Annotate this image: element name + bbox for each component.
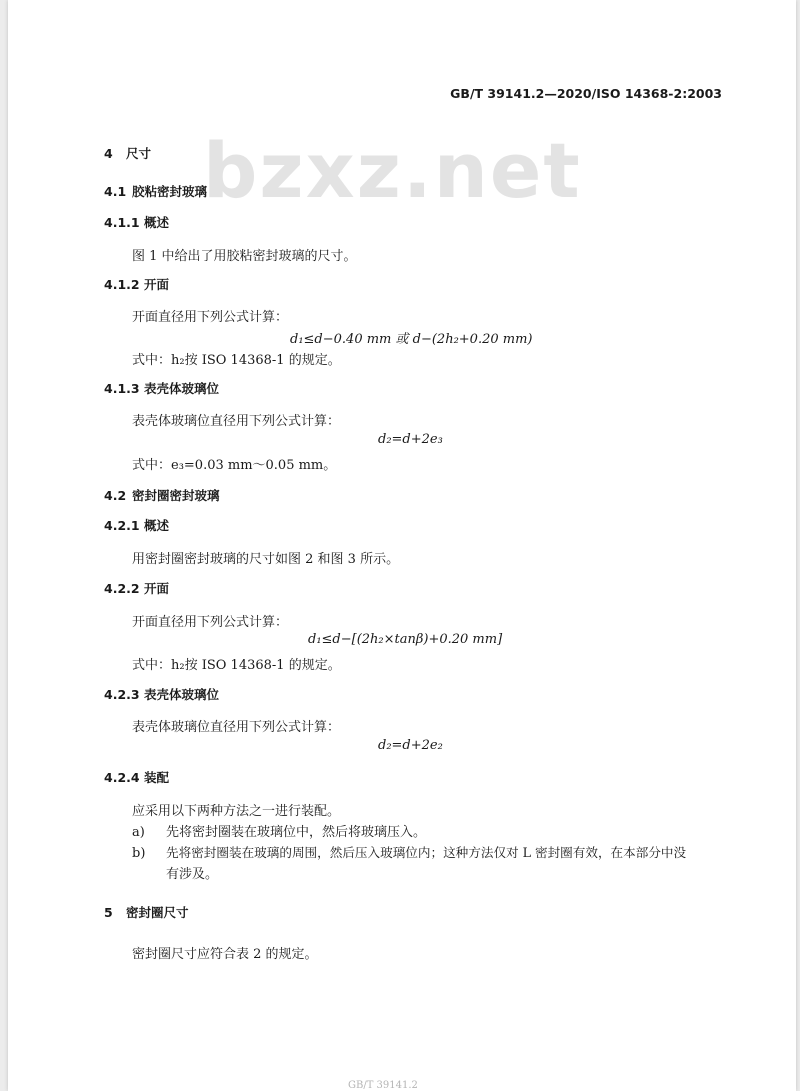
watermark: bzxz.net bbox=[203, 126, 582, 215]
section-4-2-4-text: 应采用以下两种方法之一进行装配。 bbox=[132, 804, 341, 819]
section-4-1-heading: 4.1 胶粘密封玻璃 bbox=[104, 184, 208, 199]
section-4-1-2-heading: 4.1.2 开面 bbox=[104, 277, 170, 292]
list-item-continuation: 有涉及。 bbox=[166, 867, 219, 882]
section-4-2-2-heading: 4.2.2 开面 bbox=[104, 581, 170, 596]
section-4-1-3-text: 表壳体玻璃位直径用下列公式计算： bbox=[132, 414, 341, 429]
standard-number-header: GB/T 39141.2—2020/ISO 14368-2:2003 bbox=[450, 86, 722, 101]
section-4-2-1-text: 用密封圈密封玻璃的尺寸如图 2 和图 3 所示。 bbox=[132, 552, 400, 567]
section-4-2-3-formula: d₂=d+2e₂ bbox=[378, 738, 443, 753]
section-4-2-3-text: 表壳体玻璃位直径用下列公式计算： bbox=[132, 720, 341, 735]
section-4-2-2-note: 式中：h₂按 ISO 14368-1 的规定。 bbox=[132, 658, 341, 673]
section-4-2-heading: 4.2 密封圈密封玻璃 bbox=[104, 488, 220, 503]
section-4-2-1-heading: 4.2.1 概述 bbox=[104, 518, 170, 533]
section-4-2-2-text: 开面直径用下列公式计算： bbox=[132, 615, 289, 630]
section-4-1-1-text: 图 1 中给出了用胶粘密封玻璃的尺寸。 bbox=[132, 249, 357, 264]
list-item: b) 先将密封圈装在玻璃的周围，然后压入玻璃位内；这种方法仅对 L 密封圈有效，在本部分中没 bbox=[132, 845, 687, 861]
section-4-1-3-note: 式中：e₃=0.03 mm～0.05 mm。 bbox=[132, 458, 337, 473]
section-4-1-3-heading: 4.1.3 表壳体玻璃位 bbox=[104, 381, 220, 396]
section-4-2-3-heading: 4.2.3 表壳体玻璃位 bbox=[104, 687, 220, 702]
section-4-1-1-heading: 4.1.1 概述 bbox=[104, 215, 170, 230]
section-4-heading: 4 尺寸 bbox=[104, 146, 152, 161]
page-footer: GB/T 39141.2 bbox=[348, 1080, 418, 1091]
list-item: a) 先将密封圈装在玻璃位中，然后将玻璃压入。 bbox=[132, 825, 427, 840]
section-4-1-2-text: 开面直径用下列公式计算： bbox=[132, 310, 289, 325]
section-4-2-4-heading: 4.2.4 装配 bbox=[104, 770, 170, 785]
section-4-1-2-formula: d₁≤d−0.40 mm 或 d−(2h₂+0.20 mm) bbox=[290, 332, 533, 347]
section-4-1-3-formula: d₂=d+2e₃ bbox=[378, 432, 443, 447]
section-4-2-2-formula: d₁≤d−[(2h₂×tanβ)+0.20 mm] bbox=[308, 632, 503, 647]
section-5-text: 密封圈尺寸应符合表 2 的规定。 bbox=[132, 947, 318, 962]
section-4-1-2-note: 式中：h₂按 ISO 14368-1 的规定。 bbox=[132, 353, 341, 368]
document-page bbox=[8, 0, 796, 1091]
section-5-heading: 5 密封圈尺寸 bbox=[104, 905, 189, 920]
